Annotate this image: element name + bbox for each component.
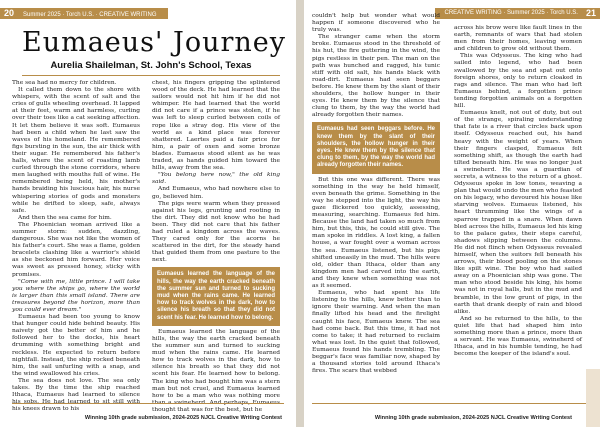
paragraph: And then the sea came for him. [18,214,112,221]
page-number: 20 [0,8,18,19]
right-page [304,0,600,427]
paragraph: across his brow were like fault lines in the earth, remnants of wars that had stolen men from their homes, leaving women and children to grow old without them. [454,25,582,53]
page-footer: Winning 10th grade submission, 2024-2025 NJCL Creative Writing Contest [374,415,572,421]
paragraph: Eumaeus knelt, not out of duty, but out of the strange, spiraling understanding that fate is a river that circles back upon itself. Odysseus reached out, his hand heavy with the weight of years. When their fingers clasped, Eumaeus felt something shift, as though the earth had tilted beneath him. He was no longer just a swineherd. He was a guardian of secrets, a witness to the return of a ghost. Odysseus spoke in low tones, weaving a plan that would undo the men who feasted on his legacy, who devoured his house like starving wolves. Eumaeus listened, his heart thrumming like the wings of a sparrow trapped in a snare. When dawn bled across the hills, Eumaeus led his king to the palace gates, their steps careful, shadows slipping between the columns. He did not flinch when Odysseus revealed himself, when the suitors fell beneath his arrows, their blood pooling on the stones like spilt wine. The boy who had sailed away on a Phoenician ship was gone. The man who stood beside his king, his home was not in royal halls, but in the mud and bramble, in the low grunt of pigs, in the earth that drank deeply of rain and blood alike. [454,110,582,315]
paragraph: The sea does not love. The sea only takes. By the time the ship reached Ithaca, Eumaeus had learned to silence his knees drawn to his [12,377,140,413]
corner-accent [586,369,600,427]
spread-gutter [296,0,304,427]
left-page [0,0,296,427]
right-column-2 [454,25,582,400]
pull-quote: Eumaeus had seen beggars before. He knew them by the slant of their shoulders, the hollow hunger in their eyes. He knew them by the silence that clung to them, by the way the world had already forgotten their names. [312,122,440,173]
paragraph: It called them down to the shore with whispers, with the scent of salt and the cries of gulls wheeling overhead. It lapped at their feet, warm and harmless, curling over their toes like a cat seeking affection. It let them believe it was soft. Eumaeus had been a child when he last saw the waves of his homeland. He remembered figs bursting in the sun, the air thick with their sugar. He remembered his father's halls, where the scent of roasting lamb curled through the stone corridors, where men laughed with mouths full of wine. He remembered being held, his mother's hands braiding his luscious hair, his nurse whispering stories of gods and monsters while he drifted to sleep, safe, always safe. [12,87,140,214]
quote-paragraph: "You belong here now," the old king said. [152,172,280,186]
right-column-1 [312,13,440,400]
page-number: 21 [582,8,600,19]
paragraph: But this one was different. There was something in the way he held himself, even beneath the grime. Something in the way he stepped into the light, the way his gaze flickered too quickly, assessing, measuring, searching. Eumaeus fed him. Because the land had taken so much from him, but this, this, he could still give. The man spoke in riddles. A lost king, a fallen house, a war fought over a woman across the sea. Eumaeus listened, but his pigs shifted uneasily in the mud. The hills were old, older than Ithaca, older than any kingdom men had carved into the earth, and they knew when something was not as it seemed. [312,176,440,290]
quote-paragraph: "Come with me, little prince. I will take you where the ships go, where the world is larger than this small island. There are treasures beyond the horizon, more than you could ever dream." [12,278,140,313]
paragraph: And Eumaeus, who had nowhere else to go, believed him. [152,186,280,200]
right-page-header [435,8,600,19]
article-title: Eumaeus' Journey [22,27,287,58]
header-text: CREATIVE WRITING · Summer 2025 · Torch U.S. [444,10,578,16]
left-page-header [0,8,168,19]
title-rule [22,75,280,76]
paragraph: couldn't help but wonder what would happen if someone discovered who he truly was. [312,13,440,34]
left-column-1 [12,80,140,413]
left-column-2 [152,80,280,413]
paragraph: The pigs were warm when they pressed against his legs, grunting and rooting in the dirt. They did not know who he had been. They did not care that his father had ruled a kingdom across the waves. They cared only for the acorns he scattered in the dirt, for the steady hand that guided them from one pasture to the next. [152,200,280,264]
paragraph: The Phoenician woman arrived like a summer storm: sudden, dazzling, dangerous. She was not like the women of his father's court. She was a flame, golden bracelets clashing like a warrior's shield as she beckoned him forward. Her voice was sweet as pressed honey, sticky with promises. [12,221,140,278]
paragraph: Eumaeus, who had spent his life listening to the hills, knew better than to ignore their warning. And when the man finally lifted his head and the firelight caught his face, Eumaeus knew. The sea had come back. But this time, it had not come to take; it had returned to reclaim what was lost. In the quiet that followed, Eumaeus found his hands trembling. The beggar's face was familiar now, shaped by a thousand stories told around Ithaca's fires. The scars that webbed [312,290,440,375]
header-text: Summer 2025 · Torch U.S. · CREATIVE WRITING [23,12,157,18]
footer-rule [12,403,284,404]
paragraph: Eumaeus learned the language of the hills, the way the earth cracked beneath the summer sun and turned to sucking mud when the rains came. He learned how to track wolves in the dark, how to silence his breath so that they did not scent his fear. He learned how to belong. The king who had bought him was a stern man but not cruel, and Eumaeus learned how to be a man who was nothing more thought that was for the best, but he [152,328,280,413]
pull-quote: Eumaeus learned the language of the hills, the way the earth cracked beneath the summer sun and turned to sucking mud when the rains came. He learned how to track wolves in the dark, how to silence his breath so that they did not scent his fear. He learned how to belong. [152,267,280,325]
article-byline: Aurelia Shailelman, St. John's School, Texas [50,60,252,71]
paragraph: chest, his fingers gripping the splintered wood of the deck. He had learned that the sailors would not hit him if he did not whimper. He had learned that the world did not care if a prince was stolen, if he was left to sleep curled between coils of rope like a stray dog. His view of the world as a kind place was forever shattered. Laertes paid a fair price for him, a pair of oxen and some bronze blades. Eumaeus stood silent as he was traded, as hands guided him toward the hills, away from the sea. [152,80,280,172]
paragraph: The stranger came when the storm broke. Eumaeus stood in the threshold of his hut, the fire guttering in the wind, the pigs restless in their pen. The man on the path was hunched and ragged, his tunic stiff with old salt, his hands black with road-dirt. Eumaeus had seen beggars before. He knew them by the slant of their shoulders, the hollow hunger in their eyes. He knew them by the silence that clung to them, by the way the world had already forgotten their names. [312,34,440,119]
paragraph: And so he returned to the hills, to the quiet life that had shaped him into something more than a prince, more than a servant. He was Eumaeus, swineherd of Ithaca, and in his humble tending, he had become the keeper of the island's soul. [454,315,582,358]
paragraph: Eumaeus had been too young to know that hunger could hide behind beauty. His naivety got the better of him and he followed her to the docks, his heart drumming with something bright and reckless. He expected to return before nightfall. Instead, the ship rocked beneath him, the sail unfurling with a snap, and the wind swallowed his cries. [12,314,140,377]
paragraph: This was Odysseus. The king who had sailed into legend, who had been swallowed by the sea and spat out onto foreign shores, only to return cloaked in rags and silence. The man who had left Eumaeus behind, a forgotten prince tending forgotten animals on a forgotten hill. [454,53,582,110]
paragraph: The sea had no mercy for children. [12,80,117,86]
footer-rule [312,403,586,404]
page-footer: Winning 10th grade submission, 2024-2025 NJCL Creative Writing Contest [84,415,282,421]
